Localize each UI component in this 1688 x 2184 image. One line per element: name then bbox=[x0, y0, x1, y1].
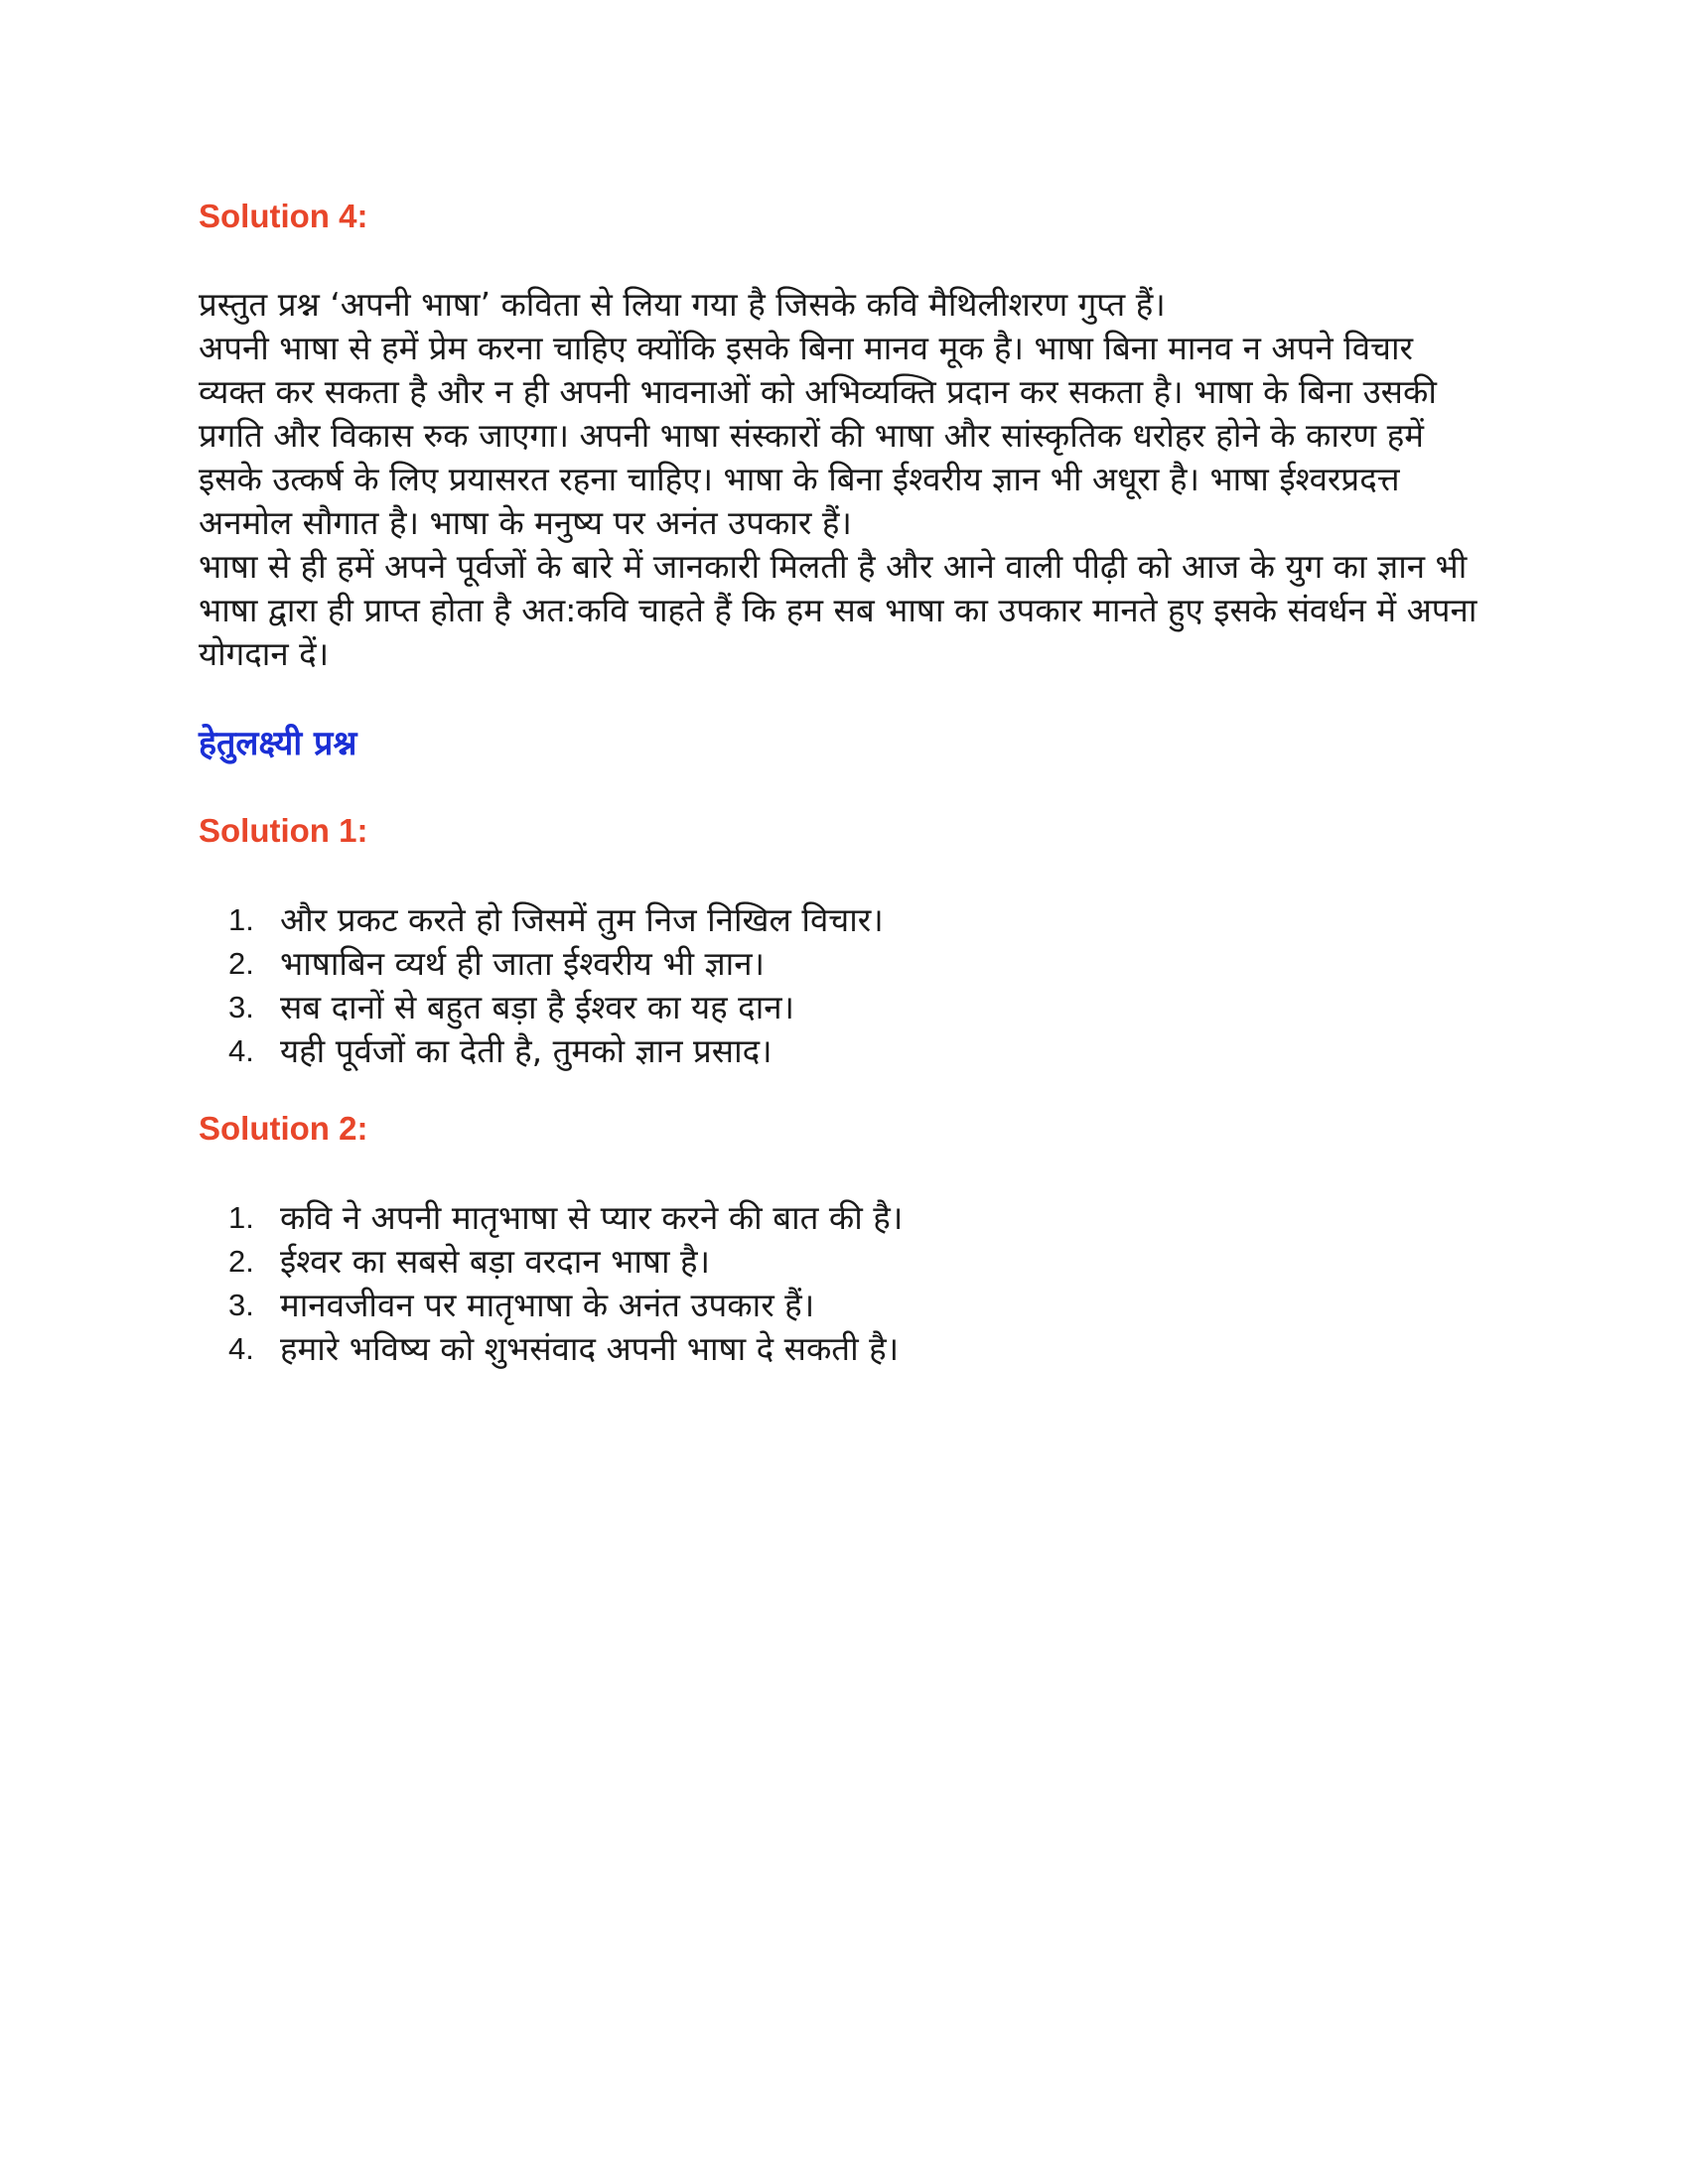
list-item-text: ईश्वर का सबसे बड़ा वरदान भाषा है। bbox=[280, 1242, 711, 1281]
solution-4-paragraph-2: अपनी भाषा से हमें प्रेम करना चाहिए क्योंकि इसके बिना मानव मूक है। भाषा बिना मानव न अपने विचार व्यक्त कर सकता है और न ही अपनी भावनाओं को अभिव्यक्ति प्रदान कर सकता है। भाषा के बिना उसकी प्रगति और विकास रुक जाएगा। अपनी भाषा संस्कारों की भाषा और सांस्कृतिक धरोहर होने के कारण हमें इसके उत्कर्ष के लिए प्रयासरत रहना चाहिए। भाषा के बिना ईश्वरीय ज्ञान भी अधूरा है। भाषा ईश्वरप्रदत्त अनमोल सौगात है। भाषा के मनुष्य पर अनंत उपकार हैं। bbox=[199, 329, 1437, 542]
list-item bbox=[199, 986, 1489, 1029]
list-item-number: 3. bbox=[228, 1288, 254, 1322]
solution-4-heading: Solution 4: bbox=[199, 198, 368, 234]
list-item-text: और प्रकट करते हो जिसमें तुम निज निखिल विचार। bbox=[280, 900, 884, 939]
solution-1-list bbox=[199, 898, 1489, 1073]
list-item bbox=[199, 1196, 1489, 1240]
list-item bbox=[199, 1029, 1489, 1073]
solution-2-list bbox=[199, 1196, 1489, 1371]
list-item-number: 2. bbox=[228, 1244, 254, 1279]
list-item bbox=[199, 898, 1489, 942]
list-item-text: सब दानों से बहुत बड़ा है ईश्वर का यह दान। bbox=[280, 988, 795, 1026]
list-item-text: यही पूर्वजों का देती है, तुमको ज्ञान प्रसाद। bbox=[280, 1031, 773, 1070]
list-item-text: हमारे भविष्य को शुभसंवाद अपनी भाषा दे सकती है। bbox=[280, 1329, 900, 1368]
list-item-number: 2. bbox=[228, 946, 254, 981]
list-item bbox=[199, 942, 1489, 986]
list-item-number: 4. bbox=[228, 1033, 254, 1068]
solution-1-heading: Solution 1: bbox=[199, 812, 368, 849]
document-page bbox=[199, 195, 1489, 1371]
list-item bbox=[199, 1284, 1489, 1327]
list-item-number: 4. bbox=[228, 1331, 254, 1366]
list-item-text: भाषाबिन व्यर्थ ही जाता ईश्वरीय भी ज्ञान। bbox=[280, 944, 766, 983]
solution-4-body bbox=[199, 283, 1489, 676]
list-item bbox=[199, 1240, 1489, 1284]
solution-4-paragraph-1: प्रस्तुत प्रश्न ‘अपनी भाषा’ कविता से लिया गया है जिसके कवि मैथिलीशरण गुप्त हैं। bbox=[199, 285, 1166, 324]
list-item-number: 1. bbox=[228, 902, 254, 937]
list-item-text: कवि ने अपनी मातृभाषा से प्यार करने की बात की है। bbox=[280, 1198, 904, 1237]
section-heading-hetulakshyi: हेतुलक्ष्यी प्रश्न bbox=[199, 724, 357, 763]
solution-4-paragraph-3: भाषा से ही हमें अपने पूर्वजों के बारे में जानकारी मिलती है और आने वाली पीढ़ी को आज के युग का ज्ञान भी भाषा द्वारा ही प्राप्त होता है अत:कवि चाहते हैं कि हम सब भाषा का उपकार मानते हुए इसके संवर्धन में अपना योगदान दें। bbox=[199, 547, 1477, 673]
list-item-number: 3. bbox=[228, 990, 254, 1024]
list-item bbox=[199, 1327, 1489, 1371]
list-item-text: मानवजीवन पर मातृभाषा के अनंत उपकार हैं। bbox=[280, 1286, 815, 1324]
list-item-number: 1. bbox=[228, 1200, 254, 1235]
solution-2-heading: Solution 2: bbox=[199, 1110, 368, 1147]
